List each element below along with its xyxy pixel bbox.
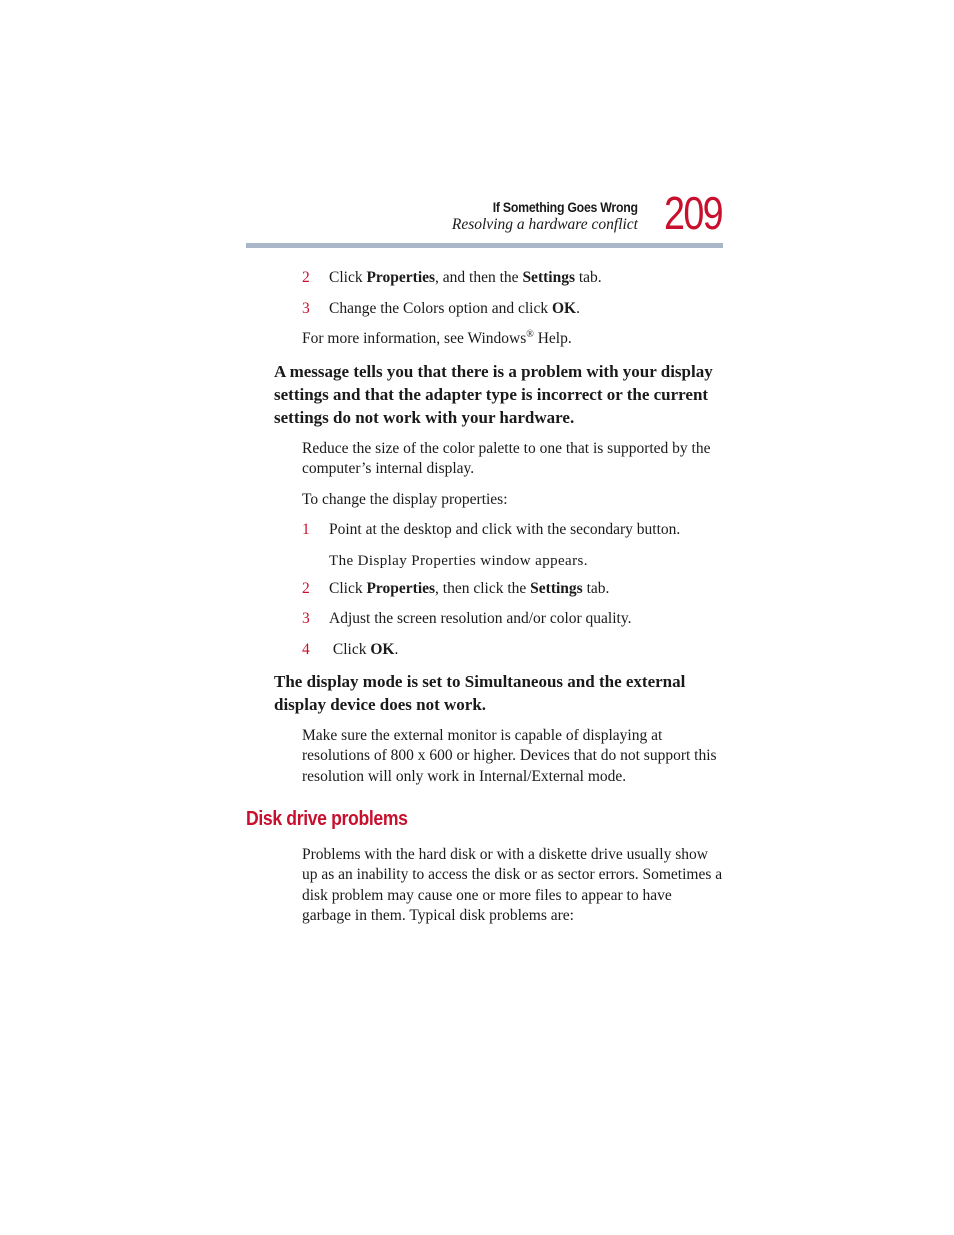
ui-term: OK: [552, 300, 577, 317]
running-header-section: Resolving a hardware conflict: [451, 216, 638, 233]
step-result: The Display Properties window appears.: [329, 553, 588, 569]
step-number: 3: [302, 610, 310, 627]
problem-heading: A message tells you that there is a problem with your display settings and that the adapter type is incorrect or the current settings do not work with your hardware.: [274, 362, 713, 427]
step-item: [302, 268, 732, 288]
step-text: Click: [329, 580, 367, 597]
registered-mark: ®: [526, 328, 534, 340]
step-number: 2: [302, 580, 310, 597]
step-number: 3: [302, 300, 310, 317]
step-item: [302, 640, 732, 660]
more-info-note: [302, 329, 732, 349]
step-text: , then click the: [435, 580, 531, 597]
ui-term: Properties: [366, 580, 436, 597]
body-paragraph: Reduce the size of the color palette to one that is supported by the computer’s internal display.: [302, 440, 711, 478]
step-item: [302, 299, 732, 319]
step-text: .: [394, 641, 399, 658]
ui-term: OK: [370, 641, 395, 658]
body-paragraph: To change the display properties:: [302, 491, 508, 508]
step-text: Change the Colors option and click: [329, 300, 552, 317]
ui-term: Settings: [530, 580, 583, 597]
running-header-chapter: If Something Goes Wrong: [493, 199, 638, 215]
body-paragraph: Problems with the hard disk or with a diskette drive usually show up as an inability to access the disk or as sector errors. Sometimes a disk problem may cause one or more files to appear to have garbage in them. Typical disk problems are:: [302, 846, 723, 924]
step-number: 2: [302, 269, 310, 286]
step-text: Point at the desktop and click with the secondary button.: [329, 521, 681, 538]
ui-term: Settings: [522, 269, 575, 286]
note-text: Help.: [533, 330, 572, 347]
step-text: Click: [329, 641, 371, 658]
section-heading: Disk drive problems: [246, 808, 408, 830]
step-text: .: [576, 300, 580, 317]
step-text: , and then the: [435, 269, 523, 286]
step-item: [302, 579, 732, 599]
step-item: [302, 520, 732, 540]
step-text: tab.: [574, 269, 602, 286]
step-text: Adjust the screen resolution and/or color quality.: [329, 610, 632, 627]
step-item: [302, 609, 732, 629]
note-text: For more information, see Windows: [302, 330, 527, 347]
problem-heading: The display mode is set to Simultaneous and the external display device does not work.: [274, 672, 686, 714]
step-text: Click: [329, 269, 367, 286]
step-number: 1: [302, 521, 310, 538]
page-number: 209: [664, 187, 723, 239]
body-paragraph: Make sure the external monitor is capable of displaying at resolutions of 800 x 600 or higher. Devices that do not support this resolution will only work in Internal/External mode.: [302, 727, 717, 785]
ui-term: Properties: [366, 269, 436, 286]
step-text: tab.: [582, 580, 610, 597]
step-number: 4: [302, 641, 310, 658]
header-rule: [246, 243, 723, 248]
